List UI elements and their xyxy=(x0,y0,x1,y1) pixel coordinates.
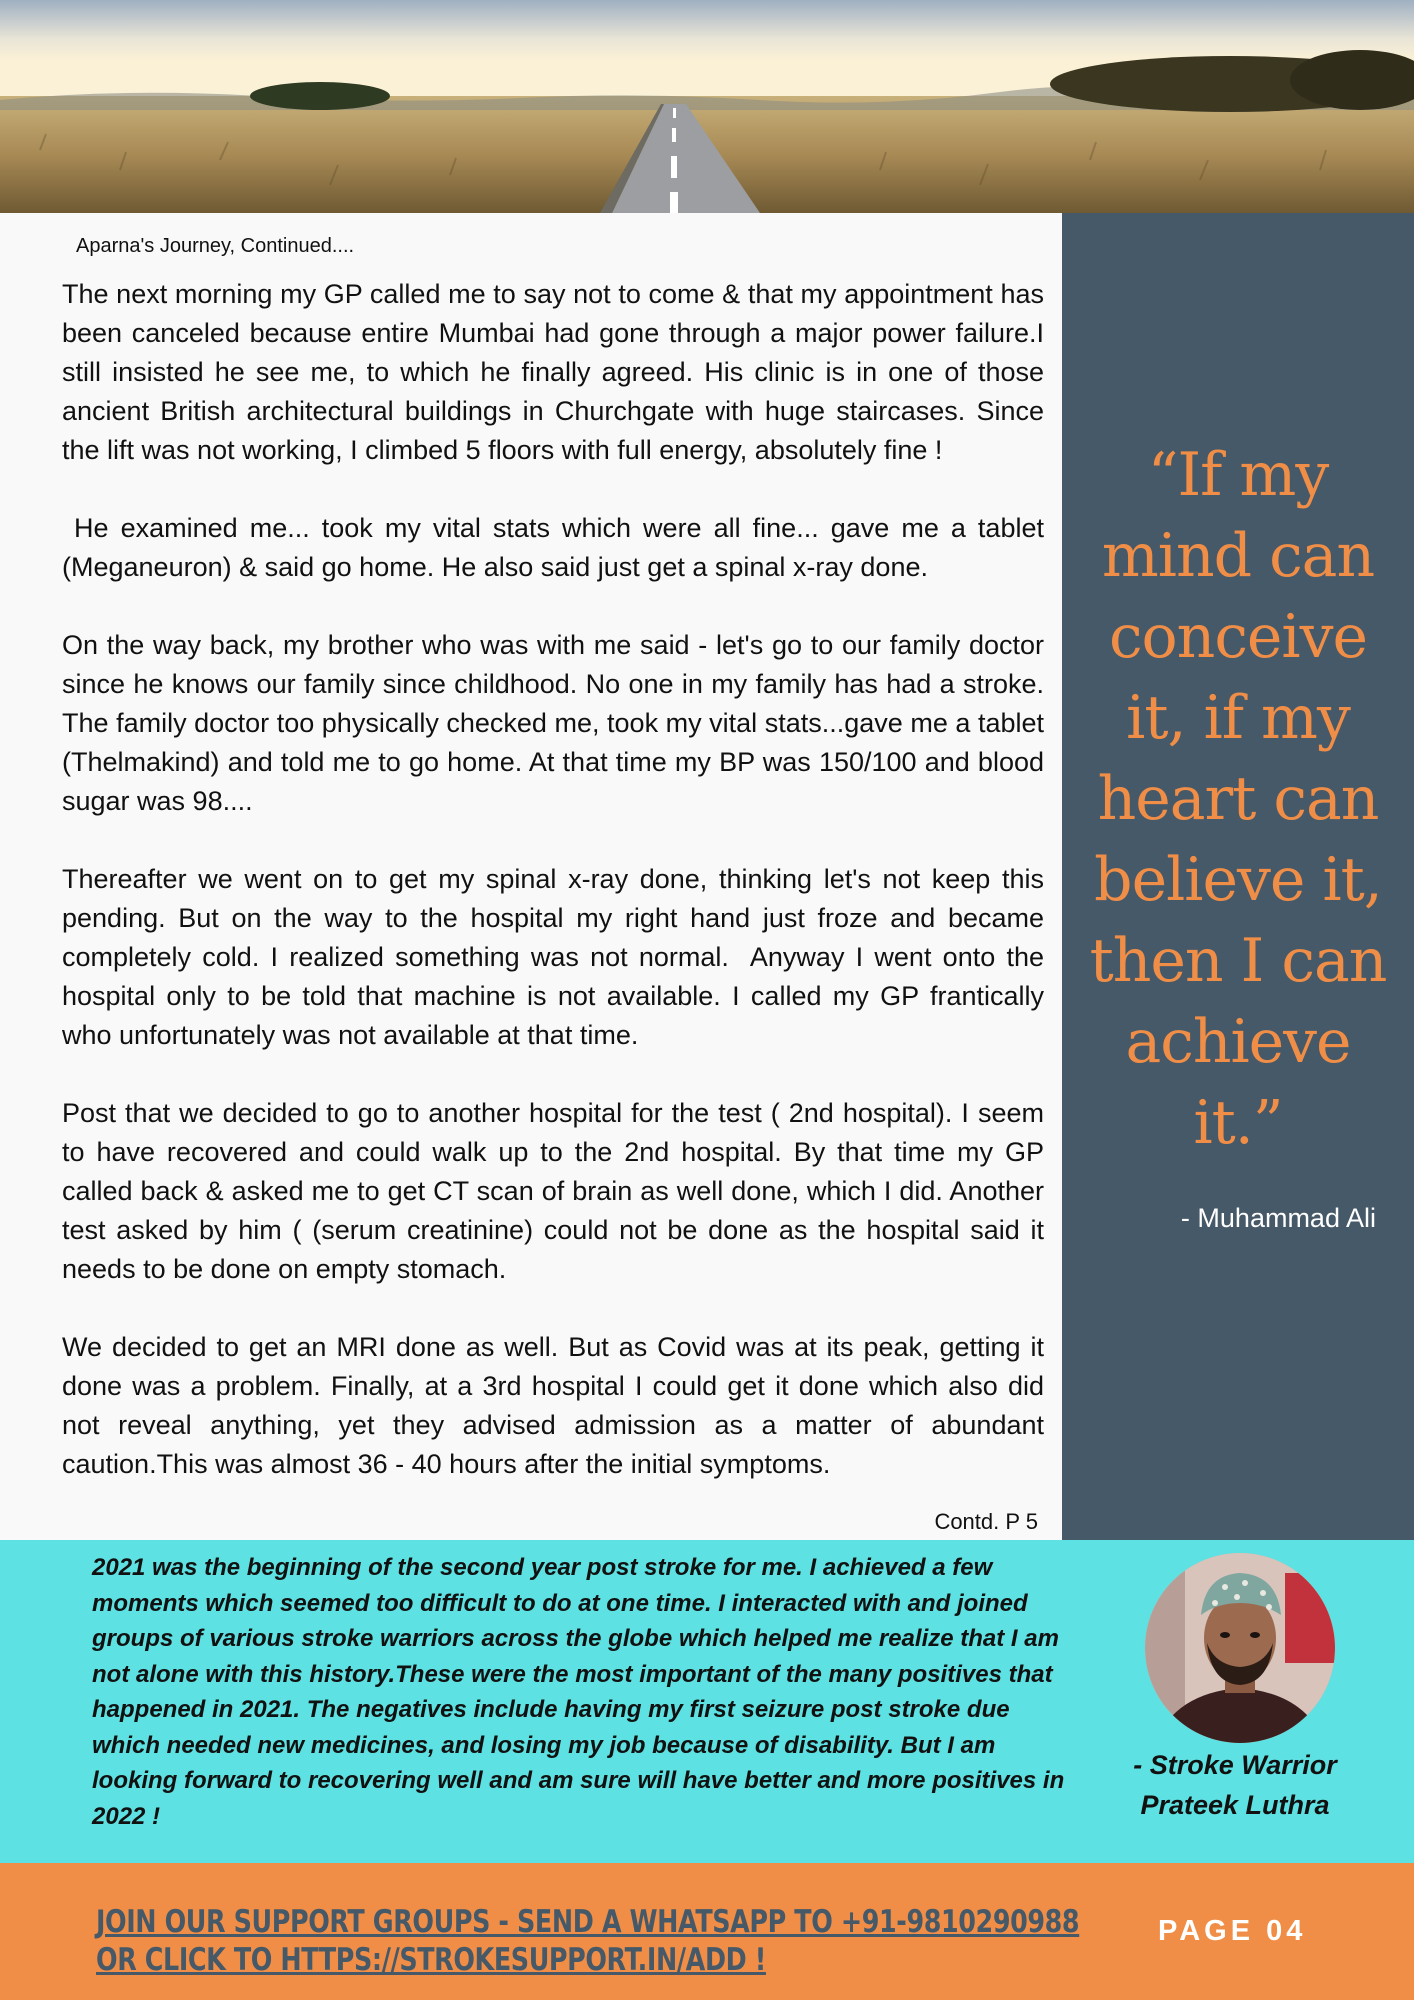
continued-note: Contd. P 5 xyxy=(934,1509,1038,1534)
quote-line: then I can xyxy=(1089,926,1387,996)
quote-line: it, if my xyxy=(1126,683,1350,753)
article-paragraph: Thereafter we went on to get my spinal x-ray done, thinking let's not keep this pending. But on the way to the hospital my right hand just froze and became completely cold. I realized something was not normal. Anyway I went onto the hospital only to be told that machine is not available. I called my GP frantically who unfortunately was not available at that time. xyxy=(62,864,1052,1050)
article-kicker: Aparna's Journey, Continued.... xyxy=(76,235,355,257)
avatar xyxy=(1145,1553,1335,1743)
quote-line: achieve xyxy=(1125,1007,1351,1077)
pull-quote xyxy=(1062,435,1414,1164)
page-number: PAGE 04 xyxy=(1158,1915,1307,1947)
article-body xyxy=(62,275,1052,1484)
quote-author: - Muhammad Ali xyxy=(1180,1203,1376,1233)
footer-bar xyxy=(0,1863,1414,2000)
cta-line[interactable]: OR CLICK TO HTTPS://STROKESUPPORT.IN/ADD ! xyxy=(96,1942,766,1978)
support-group-link[interactable] xyxy=(96,1903,1080,1979)
quote-sidebar xyxy=(1062,213,1414,1540)
header-road-photo xyxy=(0,0,1414,213)
quote-line: conceive xyxy=(1108,602,1368,672)
article-paragraph: The next morning my GP called me to say not to come & that my appointment has been canceled because entire Mumbai had gone through a major power failure.I still insisted he see me, to which he finally agreed. His clinic is in one of those ancient British architectural buildings in Churchgate with huge staircases. Since the lift was not working, I climbed 5 floors with full energy, absolutely fine ! xyxy=(62,279,1044,465)
testimonial-text: 2021 was the beginning of the second year post stroke for me. I achieved a few moments which seemed too difficult to do at one time. I interacted with and joined groups of various stroke warriors across the globe which helped me realize that I am not alone with this history.These were the most important of the many positives that happened in 2021. The negatives include having my first seizure post stroke due which needed new medicines, and losing my job because of disability. But I am looking forward to recovering well and am sure will have better and more positives in 2022 ! xyxy=(92,1554,1065,1830)
quote-line: “If my xyxy=(1147,440,1329,510)
quote-line: it.” xyxy=(1193,1088,1283,1158)
article-paragraph: On the way back, my brother who was with me said - let's go to our family doctor since he knows our family since childhood. No one in my family has had a stroke. The family doctor too physically checked me, took my vital stats...gave me a tablet (Thelmakind) and told me to go home. At that time my BP was 150/100 and blood sugar was 98.... xyxy=(62,630,1044,816)
quote-line: heart can xyxy=(1097,764,1379,834)
article-paragraph: We decided to get an MRI done as well. But as Covid was at its peak, getting it done was a problem. Finally, at a 3rd hospital I could get it done which also did not reveal anything, yet they advised admission as a matter of abundant caution.This was almost 36 - 40 hours after the initial symptoms. xyxy=(62,1332,1044,1479)
article-paragraph: He examined me... took my vital stats which were all fine... gave me a tablet (Meganeuron) & said go home. He also said just get a spinal x-ray done. xyxy=(62,513,1052,582)
cta-line[interactable]: JOIN OUR SUPPORT GROUPS - SEND A WHATSAPP TO +91-9810290988 xyxy=(96,1904,1080,1940)
testimonial-band xyxy=(0,1540,1414,1863)
signature-title: - Stroke Warrior xyxy=(1133,1750,1337,1780)
testimonial-signature xyxy=(1090,1745,1380,1825)
quote-line: believe it, xyxy=(1094,845,1382,915)
signature-name: Prateek Luthra xyxy=(1140,1790,1330,1820)
quote-line: mind can xyxy=(1101,521,1375,591)
article-paragraph: Post that we decided to go to another hospital for the test ( 2nd hospital). I seem to have recovered and could walk up to the 2nd hospital. By that time my GP called back & asked me to get CT scan of brain as well done, which I did. Another test asked by him ( (serum creatinine) could not be done as the hospital said it needs to be done on empty stomach. xyxy=(62,1098,1044,1284)
article-section xyxy=(0,213,1062,1540)
